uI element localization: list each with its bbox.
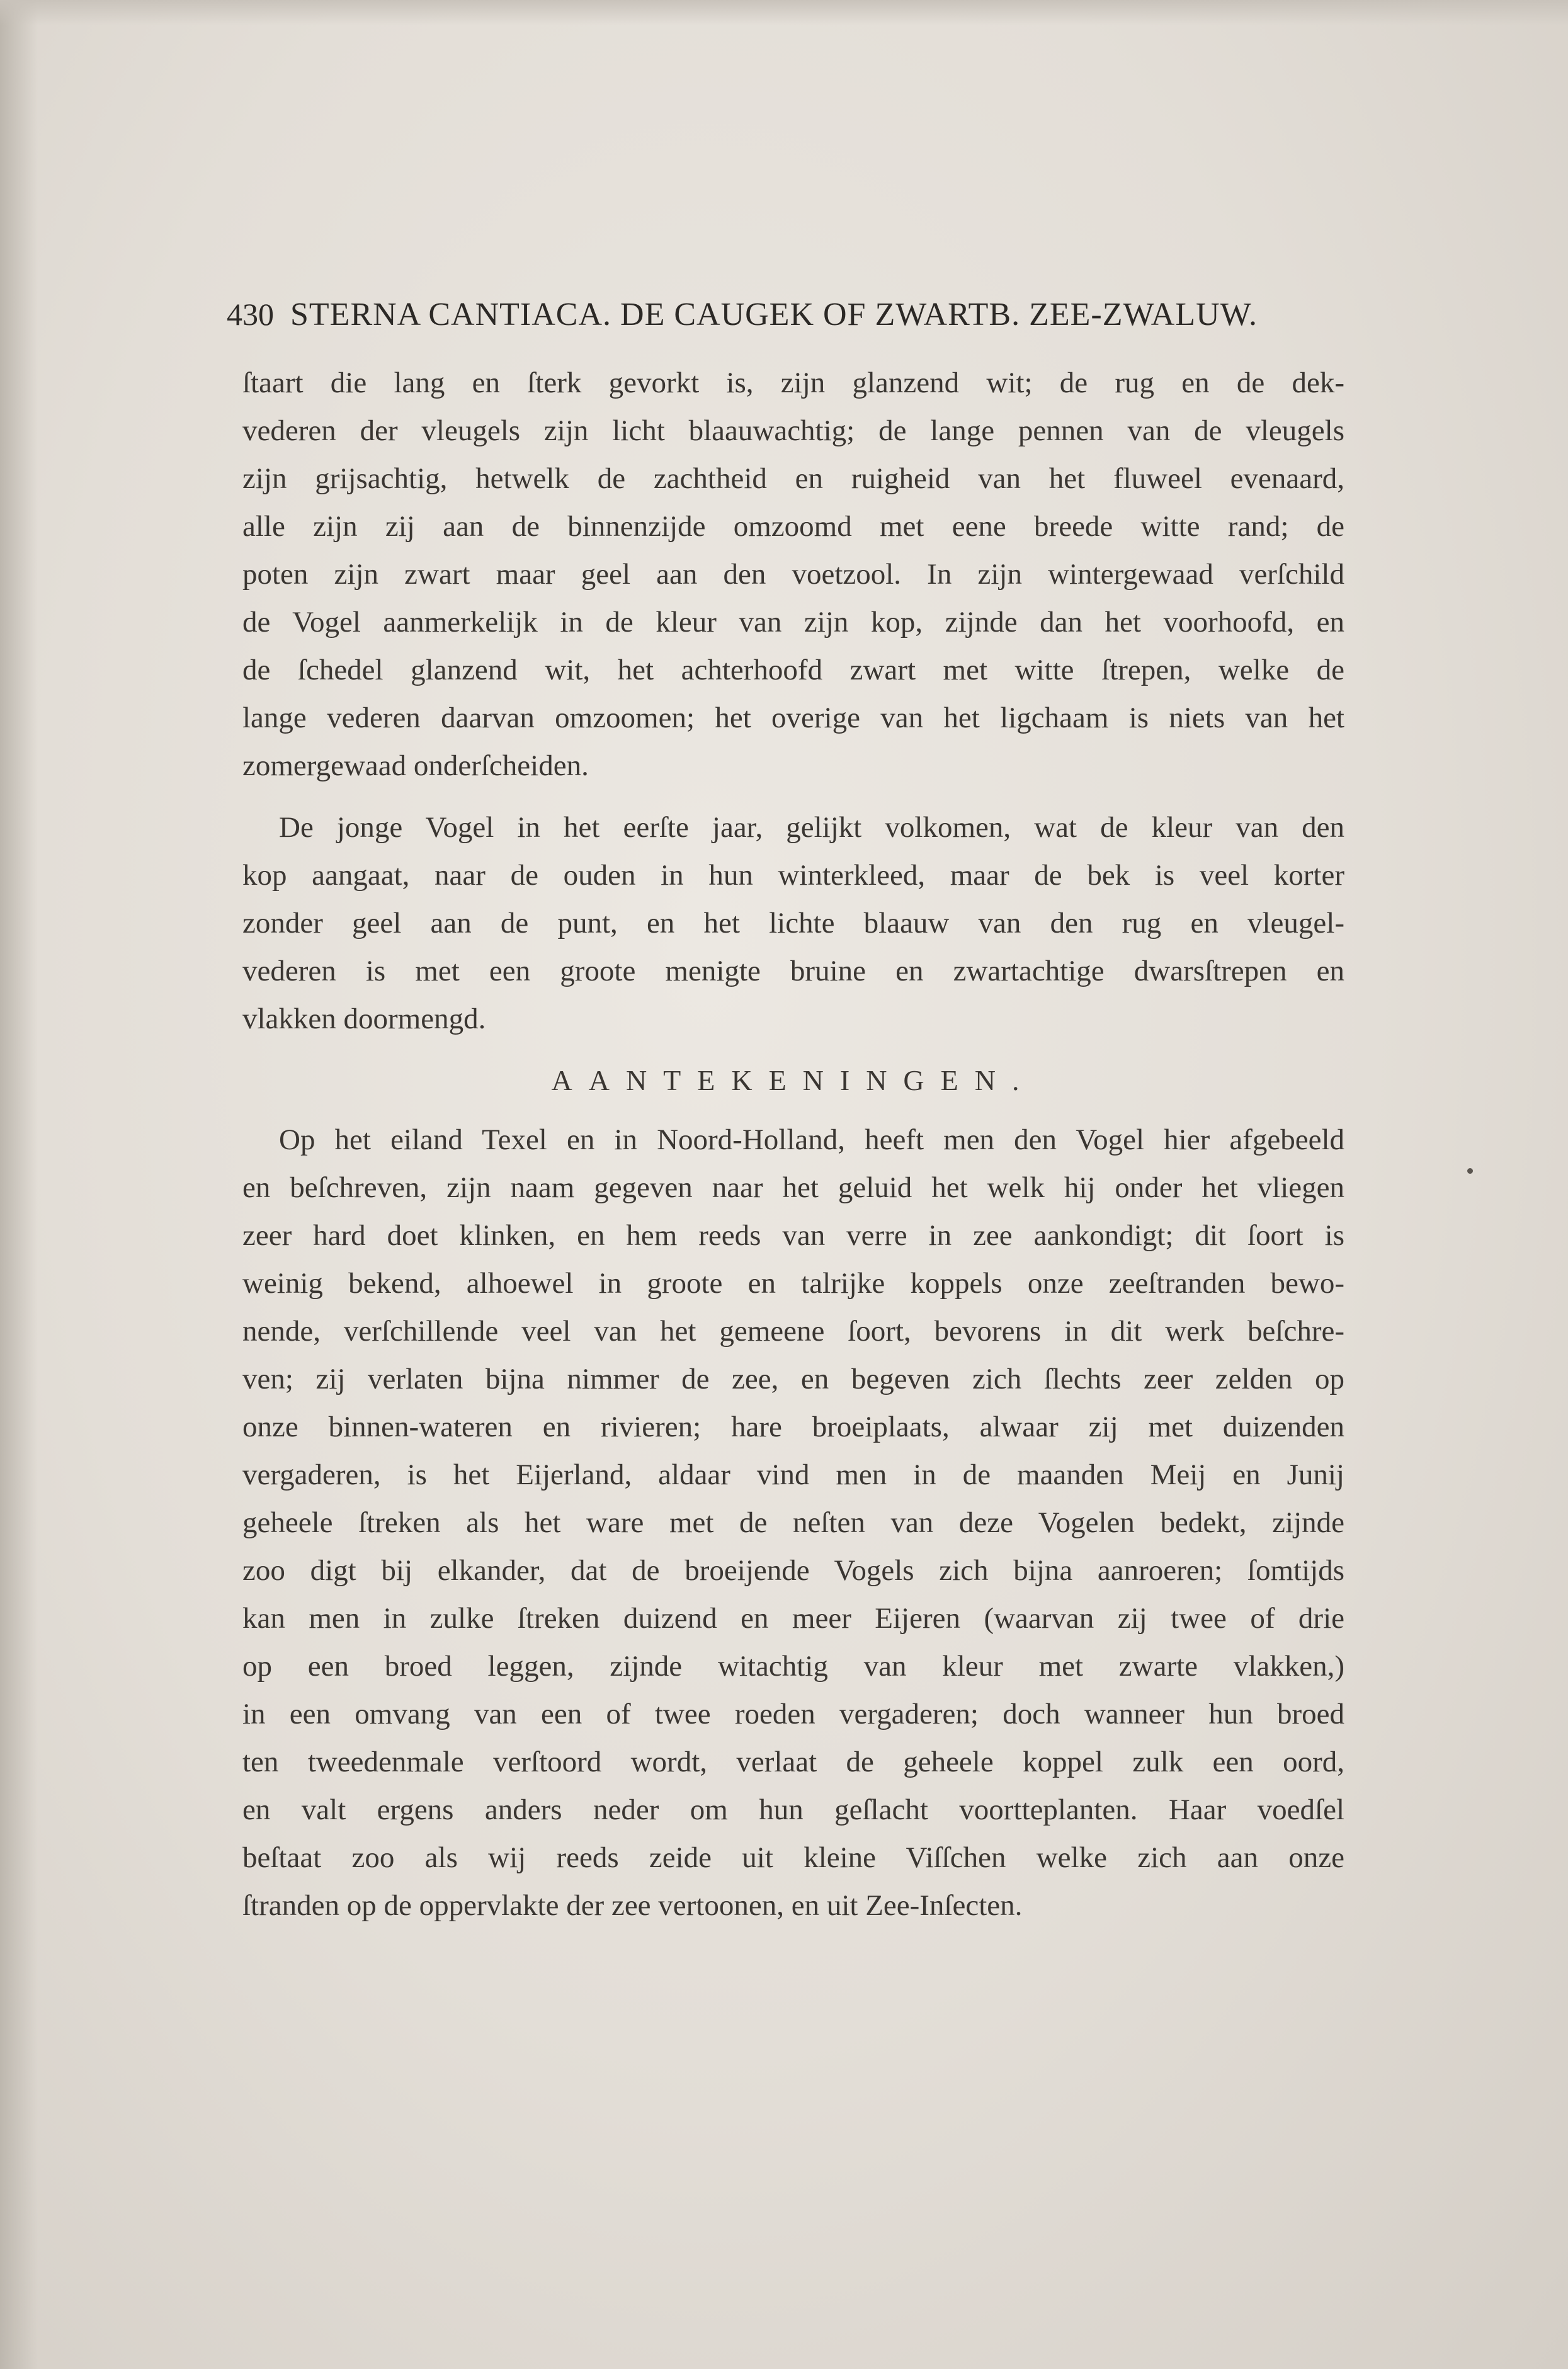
text-line: vederen der vleugels zijn licht blaauwachtig; de lange pennen van de vleugels [242,414,1344,447]
text-line: alle zijn zij aan de binnenzijde omzoomd met eene breede witte rand; de [242,510,1344,543]
text-line: De jonge Vogel in het eerſte jaar, gelijkt volkomen, wat de kleur van den [279,811,1344,844]
ink-speck [1467,1168,1473,1174]
text-line: ten tweedenmale verſtoord wordt, verlaat de geheele koppel zulk een oord, [242,1746,1344,1778]
text-line: ven; zij verlaten bijna nimmer de zee, en begeven zich ſlechts zeer zelden op [242,1363,1344,1395]
text-line: Op het eiland Texel en in Noord-Holland, heeft men den Vogel hier afgebeeld [279,1123,1344,1156]
text-line: beſtaat zoo als wij reeds zeide uit kleine Viſſchen welke zich aan onze [242,1841,1344,1874]
text-line: geheele ſtreken als het ware met de neſten van deze Vogelen bedekt, zijnde [242,1506,1344,1539]
paragraph-notes [242,1116,1344,1929]
page-shadow-top [0,0,1568,25]
running-title: STERNA CANTIACA. DE CAUGEK OF ZWARTB. ZEE-ZWALUW. [290,297,1258,332]
text-line: vlakken doormengd. [242,1003,486,1035]
text-line: zonder geel aan de punt, en het lichte blaauw van den rug en vleugel- [242,907,1344,940]
text-line: vederen is met een groote menigte bruine en zwartachtige dwarsſtrepen en [242,955,1344,987]
text-line: vergaderen, is het Eijerland, aldaar vind men in de maanden Meij en Junij [242,1458,1344,1491]
page-header [227,296,1348,333]
text-line: ſtaart die lang en ſterk gevorkt is, zijn glanzend wit; de rug en de dek- [242,366,1344,399]
text-line: kop aangaat, naar de ouden in hun winterkleed, maar de bek is veel korter [242,859,1344,892]
section-heading: AANTEKENINGEN. [551,1064,1036,1096]
text-line: de ſchedel glanzend wit, het achterhoofd zwart met witte ſtrepen, welke de [242,654,1344,686]
text-line: zoo digt bij elkander, dat de broeijende Vogels zich bijna aanroeren; ſomtijds [242,1554,1344,1587]
text-line: op een broed leggen, zijnde witachtig van kleur met zwarte vlakken,) [242,1650,1344,1683]
text-line: ſtranden op de oppervlakte der zee vertoonen, en uit Zee-Inſecten. [242,1889,1023,1922]
text-line: poten zijn zwart maar geel aan den voetzool. In zijn wintergewaad verſchild [242,558,1344,591]
paragraph-description [242,359,1344,790]
text-line: zijn grijsachtig, hetwelk de zachtheid en ruigheid van het fluweel evenaard, [242,462,1344,495]
page-number: 430 [227,297,274,332]
text-line: in een omvang van een of twee roeden vergaderen; doch wanneer hun broed [242,1698,1344,1730]
text-line: en beſchreven, zijn naam gegeven naar het geluid het welk hij onder het vliegen [242,1171,1344,1204]
text-line: lange vederen daarvan omzoomen; het overige van het ligchaam is niets van het [242,702,1344,734]
text-line: kan men in zulke ſtreken duizend en meer Eijeren (waarvan zij twee of drie [242,1602,1344,1635]
page-body [242,359,1344,1929]
text-line: zomergewaad onderſcheiden. [242,749,589,782]
text-line: en valt ergens anders neder om hun geſlacht voortteplanten. Haar voedſel [242,1793,1344,1826]
text-line: de Vogel aanmerkelijk in de kleur van zijn kop, zijnde dan het voorhoofd, en [242,606,1344,639]
text-line: nende, verſchillende veel van het gemeene ſoort, bevorens in dit werk beſchre- [242,1315,1344,1348]
page-shadow-left [0,0,38,2369]
paragraph-young-bird [242,804,1344,1043]
text-line: onze binnen-wateren en rivieren; hare broeiplaats, alwaar zij met duizenden [242,1411,1344,1443]
text-line: zeer hard doet klinken, en hem reeds van verre in zee aankondigt; dit ſoort is [242,1219,1344,1252]
text-line: weinig bekend, alhoewel in groote en talrijke koppels onze zeeſtranden bewo- [242,1267,1344,1300]
